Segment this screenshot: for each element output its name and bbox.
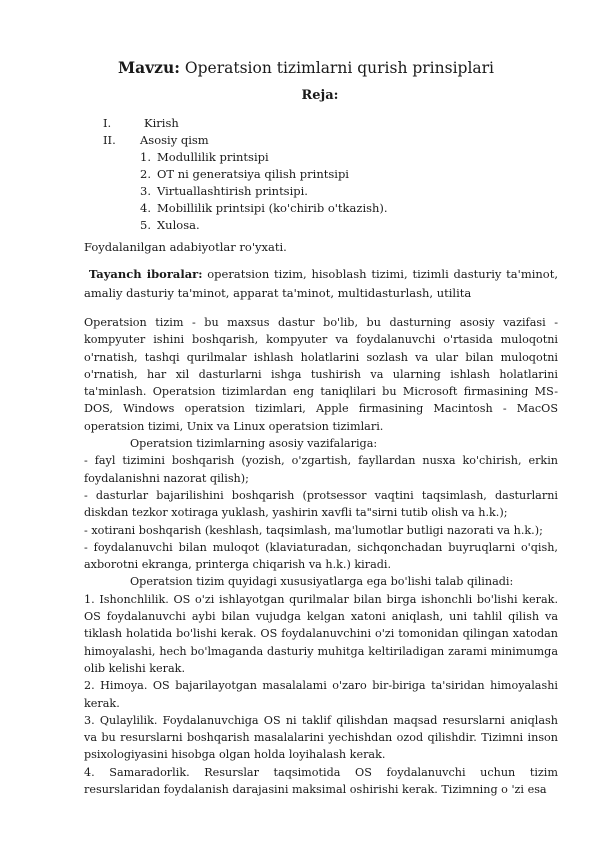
outline-sub-label: Mobillilik printsipi (ko'chirib o'tkazish). (157, 201, 388, 215)
outline-sub-num: 2. (140, 167, 151, 181)
outline-sub-label: Xulosa. (157, 218, 200, 232)
body-paragraph: 1. Ishonchlilik. OS o'zi ishlayotgan qurilmalar bilan birga ishonchli bo'lishi kerak. OS foydalanuvchi aybi bilan vujudga kelgan xatoni aniqlash, uni tahlil qilish va tiklash holatida bo'lishi kerak. OS foydalanuvchini o'zi tomonidan qilingan xatodan himoyalashi, hech bo'lmaganda dasturiy muhitga keltiriladigan zarami minimumga olib kelishi kerak. (84, 592, 558, 675)
keywords-paragraph (84, 265, 558, 303)
outline-sub-label: Modullilik printsipi (157, 150, 269, 164)
keywords-label: Tayanch iboralar: (88, 267, 203, 281)
body-paragraph: 3. Qulaylilik. Foydalanuvchiga OS ni taklif qilishdan maqsad resurslarni aniqlash va bu resurslarni boshqarish masalalarini yechishdan ozod qilishdir. Tizimni inson psixologiyasini hisobga olgan holda loyihalash kerak. (84, 713, 558, 762)
body-paragraph: - xotirani boshqarish (keshlash, taqsimlash, ma'lumotlar butligi nazorati va h.k.); (84, 523, 543, 537)
page-title (86, 58, 526, 78)
outline-roman-num: II. (103, 133, 116, 147)
body-paragraph: Operatsion tizim - bu maxsus dastur bo'lib, bu dasturning asosiy vazifasi - kompyuter ishini boshqarish, kompyuter va foydalanuvchi o'rtasida muloqotni o'rnatish, tashqi qurilmalar ishlash holatlarini sozlash va ular bilan muloqotni o'rnatish, har xil dasturlarni ishga tushirish va ularning ishlash holatlarini ta'minlash. Operatsion tizimlardan eng taniqlilari bu Microsoft firmasining MS-DOS, Windows operatsion tizimlari, Apple firmasining Macintosh - MacOS operatsion tizimi, Unix va Linux operatsion tizimlari. (84, 316, 558, 433)
outline-roman-label: Asosiy qism (140, 133, 209, 147)
outline-sub-label: Virtuallashtirish printsipi. (157, 184, 308, 198)
outline-sub-num: 4. (140, 201, 151, 215)
body-paragraph: Operatsion tizimlarning asosiy vazifalariga: (130, 437, 378, 451)
body-paragraph: 4. Samaradorlik. Resurslar taqsimotida OS foydalanuvchi uchun tizim resurslaridan foydalanish darajasini maksimal oshirishi kerak. Tizimning o 'zi esa (84, 765, 558, 797)
outline-sub-label: OT ni gеnеratsiya qilish printsipi (157, 167, 349, 181)
body-paragraph: - foydalanuvchi bilan muloqot (klaviaturadan, sichqonchadan buyruqlarni o'qish, axborotni ekranga, printerga chiqarish va h.k.) kiradi. (84, 540, 558, 572)
outline-roman-num: I. (103, 116, 112, 130)
keywords-text: operatsion tizim, hisoblash tizimi, tizimli dasturiy ta'minot, amaliy dasturiy ta'minot, apparat ta'minot, multidasturlash, utilita (84, 267, 559, 300)
body-text (84, 314, 558, 798)
outline-sub-num: 5. (140, 218, 151, 232)
plan-heading: Reja: (301, 88, 339, 103)
outline-sub-num: 1. (140, 150, 151, 164)
references-line: Foydalanilgan adabiyotlar ro'yxati. (84, 240, 287, 254)
outline-roman-label: Kirish (144, 116, 179, 130)
body-paragraph: - dasturlar bajarilishini boshqarish (protsessor vaqtini taqsimlash, dasturlarni diskdan tezkor xotiraga yuklash, yashirin xavfli ta"sirni tutib olish va h.k.); (84, 488, 558, 520)
body-paragraph: 2. Himoya. OS bajarilayotgan masalalami o'zaro bir-biriga ta'siridan himoyalashi kerak. (84, 679, 558, 710)
title-prefix: Mavzu: (117, 58, 180, 77)
body-paragraph: - fayl tizimini boshqarish (yozish, o'zgartish, fayllardan nusxa ko'chirish, erkin foydalanishni nazorat qilish); (84, 454, 558, 485)
title-text: Operatsion tizimlarni qurish prinsiplari (179, 59, 495, 77)
outline-sub-num: 3. (140, 184, 151, 198)
body-paragraph: Operatsion tizim quyidagi xususiyatlarga ega bo'lishi talab qilinadi: (130, 575, 514, 589)
